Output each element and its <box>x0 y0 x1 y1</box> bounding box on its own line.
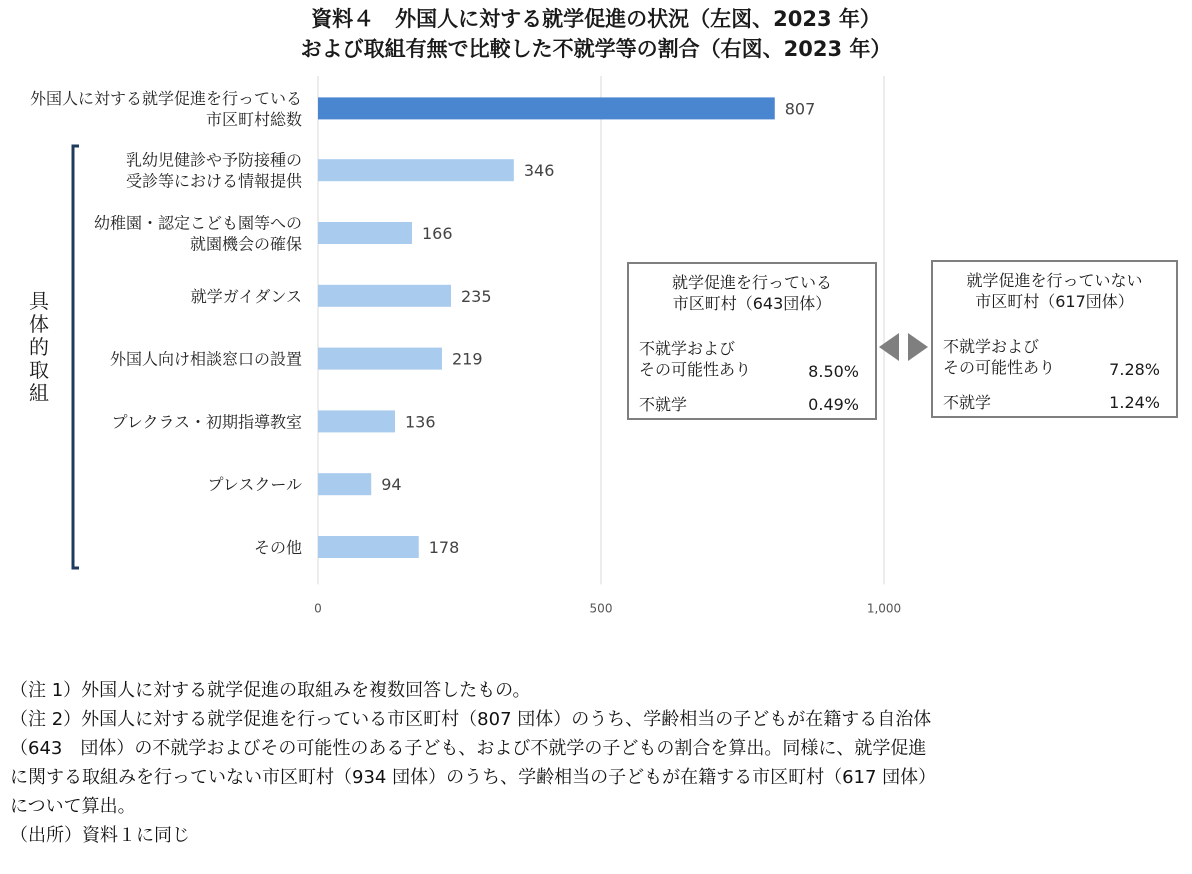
category-label: 外国人向け相談窓口の設置 <box>109 349 302 369</box>
value-nonattendance: 0.49% <box>808 395 859 414</box>
data-label: 235 <box>461 286 492 306</box>
category-label: プレスクール <box>207 475 302 495</box>
right-arrow-icon <box>908 333 928 361</box>
box-heading <box>629 272 875 314</box>
row-label-nonattendance: 不就学 <box>639 395 688 414</box>
bar <box>318 159 514 181</box>
row-label-possible-nonattendance <box>639 338 751 380</box>
row-label-possible-nonattendance <box>943 336 1055 378</box>
x-tick-label: 1,000 <box>866 601 902 616</box>
x-tick-label: 0 <box>314 601 322 616</box>
comparison-box-with-support <box>627 262 877 420</box>
box-heading-line2: 市区町村（643団体） <box>672 294 832 313</box>
left-arrow-icon <box>879 333 899 361</box>
bar <box>318 285 451 307</box>
bar <box>318 410 395 432</box>
value-nonattendance: 1.24% <box>1109 393 1160 412</box>
category-label: 受診等における情報提供 <box>125 171 302 191</box>
x-tick-label: 500 <box>589 601 613 616</box>
note-2-line3: に関する取組みを行っていない市区町村（934 団体）のうち、学齢相当の子どもが在籍する市区町村（617 団体） <box>10 767 937 788</box>
category-label: 外国人に対する就学促進を行っている <box>29 88 302 108</box>
note-2-line4: について算出。 <box>10 796 136 817</box>
group-bracket <box>73 146 79 568</box>
chart-title-line1: 資料４ 外国人に対する就学促進の状況（左図、2023 年） <box>311 7 881 31</box>
box-heading-line1: 就学促進を行っていない <box>966 271 1143 290</box>
comparison-arrows <box>876 329 932 365</box>
comparison-box-without-support <box>931 260 1178 418</box>
category-label: 乳幼児健診や予防接種の <box>125 150 302 170</box>
box-heading-line2: 市区町村（617団体） <box>975 292 1134 311</box>
note-2-line2: （643 団体）の不就学およびその可能性のある子ども、および不就学の子どもの割合を算出。同様に、就学促進 <box>10 738 927 759</box>
category-label: 市区町村総数 <box>205 109 302 129</box>
data-label: 178 <box>428 538 460 557</box>
data-label: 807 <box>784 99 816 119</box>
box-heading <box>933 270 1176 312</box>
group-label-specific-measures: 具体的取組 <box>29 289 49 405</box>
box-heading-line1: 就学促進を行っている <box>671 273 832 292</box>
data-label: 166 <box>421 224 453 243</box>
row-label-line2: その可能性あり <box>639 360 752 379</box>
row-label-line2: その可能性あり <box>943 358 1056 377</box>
row-label-nonattendance: 不就学 <box>943 393 992 412</box>
bar <box>318 536 419 558</box>
data-label: 346 <box>523 161 555 181</box>
category-label: その他 <box>253 538 302 557</box>
bar <box>318 97 775 119</box>
bar <box>318 222 412 244</box>
value-possible-nonattendance: 7.28% <box>1109 360 1160 379</box>
data-label: 94 <box>381 475 402 495</box>
category-label: プレクラス・初期指導教室 <box>111 412 302 432</box>
row-label-line1: 不就学および <box>639 339 736 358</box>
category-label: 幼稚園・認定こども園等への <box>93 213 302 233</box>
category-label: 就園機会の確保 <box>189 234 302 254</box>
chart-title-line2: および取組有無で比較した不就学等の割合（右図、2023 年） <box>300 37 892 61</box>
data-label: 136 <box>404 412 436 432</box>
row-label-line1: 不就学および <box>943 337 1040 356</box>
note-2-line1: （注 2）外国人に対する就学促進を行っている市区町村（807 団体）のうち、学齢相当の子どもが在籍する自治体 <box>10 709 932 730</box>
footnotes <box>10 676 1190 850</box>
bar <box>318 348 442 370</box>
source-note: （出所）資料１に同じ <box>10 825 190 846</box>
value-possible-nonattendance: 8.50% <box>808 362 859 381</box>
data-label: 219 <box>451 349 483 369</box>
bar <box>318 473 371 495</box>
category-label: 就学ガイダンス <box>190 286 302 306</box>
note-1: （注 1）外国人に対する就学促進の取組みを複数回答したもの。 <box>10 680 531 701</box>
